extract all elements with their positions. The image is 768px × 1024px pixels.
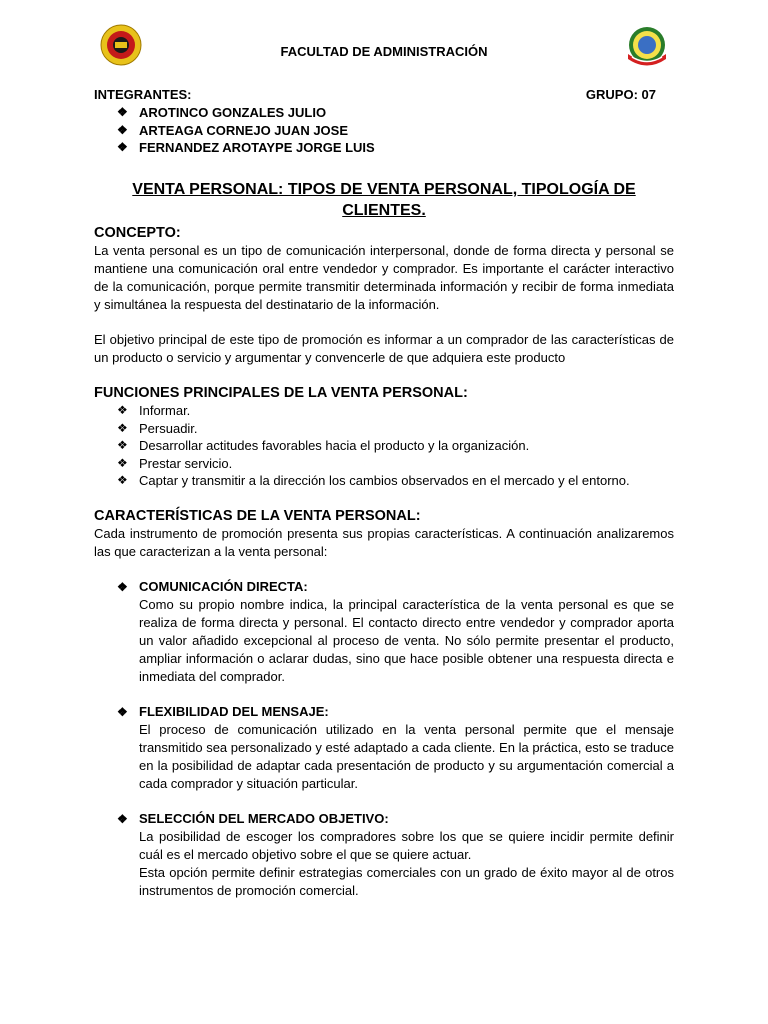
- document-body: [94, 224, 674, 900]
- feature-paragraph: La posibilidad de escoger los compradores sobre los que se quiere incidir permite definir cuál es el mercado objetivo sobre el que se quiere actuar.: [139, 828, 674, 862]
- list-item-text: Persuadir.: [139, 420, 198, 436]
- diamond-bullet-icon: ❖: [117, 455, 128, 470]
- list-item-text: Informar.: [139, 403, 191, 418]
- funciones-heading: FUNCIONES PRINCIPALES DE LA VENTA PERSONAL:: [94, 385, 468, 401]
- feature-heading: [117, 578, 674, 596]
- feature-title: FLEXIBILIDAD DEL MENSAJE:: [139, 703, 329, 719]
- diamond-bullet-icon: ❖: [117, 704, 128, 719]
- feature-heading: [117, 810, 674, 828]
- document-title: VENTA PERSONAL: TIPOS DE VENTA PERSONAL, TIPOLOGÍA DE CLIENTES.: [132, 181, 636, 219]
- feature-block: [117, 703, 674, 793]
- member-item: [117, 122, 375, 140]
- faculty-title: FACULTAD DE ADMINISTRACIÓN: [280, 44, 488, 59]
- diamond-bullet-icon: ❖: [117, 403, 128, 417]
- member-name: AROTINCO GONZALES JULIO: [139, 105, 327, 120]
- list-item-text: Prestar servicio.: [139, 455, 233, 471]
- concepto-paragraph: El objetivo principal de este tipo de promoción es informar a un comprador de las características de un producto o servicio y argumentar y convencerle de que adquiera este producto: [94, 332, 674, 365]
- caracteristicas-heading: CARACTERÍSTICAS DE LA VENTA PERSONAL:: [94, 507, 421, 524]
- diamond-bullet-icon: ❖: [117, 473, 128, 488]
- feature-block: [117, 578, 674, 686]
- diamond-bullet-icon: ❖: [117, 420, 128, 435]
- list-item: [117, 420, 674, 438]
- diamond-bullet-icon: ❖: [117, 105, 128, 119]
- diamond-bullet-icon: ❖: [117, 140, 128, 154]
- list-item-text: Captar y transmitir a la dirección los cambios observados en el mercado y el entorno.: [139, 473, 630, 489]
- integrantes-row: [94, 87, 656, 102]
- feature-block: [117, 810, 674, 900]
- feature-paragraph: Esta opción permite definir estrategias comerciales con un grado de éxito mayor al de otros instrumentos de promoción comercial.: [139, 864, 674, 898]
- member-name: ARTEAGA CORNEJO JUAN JOSE: [139, 122, 348, 138]
- list-item-text: Desarrollar actitudes favorables hacia el producto y la organización.: [139, 438, 530, 454]
- diamond-bullet-icon: ❖: [117, 579, 128, 594]
- diamond-bullet-icon: ❖: [117, 438, 128, 453]
- diamond-bullet-icon: ❖: [117, 811, 128, 826]
- member-item: [117, 139, 375, 157]
- diamond-bullet-icon: ❖: [117, 122, 128, 137]
- funciones-list: [117, 402, 674, 490]
- list-item: [117, 455, 674, 473]
- feature-paragraph: El proceso de comunicación utilizado en la venta personal permite que el mensaje transmitido sea personalizado y esté adaptado a cada cliente. En la práctica, esto se traduce en la posibilidad de adaptar cada presentación de producto y su argumentación comercial a cada comprador y situación particular.: [139, 721, 674, 791]
- feature-heading: [117, 703, 674, 721]
- list-item: [117, 472, 674, 490]
- group-number: GRUPO: 07: [585, 87, 656, 102]
- feature-title: COMUNICACIÓN DIRECTA:: [139, 578, 308, 594]
- integrantes-label: INTEGRANTES:: [94, 87, 192, 102]
- members-list: [117, 104, 375, 157]
- concepto-paragraph: La venta personal es un tipo de comunicación interpersonal, donde de forma directa y personal se mantiene una comunicación oral entre vendedor y comprador. Es importante el carácter interactivo de la comunicación, porque permite transmitir determinada información y recibir de forma inmediata y simultánea la respuesta del destinatario de la información.: [94, 243, 674, 312]
- member-item: [117, 104, 375, 122]
- concepto-heading: CONCEPTO:: [94, 225, 181, 241]
- member-name: FERNANDEZ AROTAYPE JORGE LUIS: [139, 140, 375, 155]
- feature-paragraph: Como su propio nombre indica, la principal característica de la venta personal es que se realiza de forma directa y personal. El contacto directo entre vendedor y comprador aporta un valor añadido excepcional al proceso de venta. No sólo permite presentar el producto, ampliar información o aclarar dudas, sino que hace posible obtener una respuesta directa e inmediata del comprador.: [139, 596, 674, 684]
- feature-title: SELECCIÓN DEL MERCADO OBJETIVO:: [139, 810, 389, 826]
- list-item: [117, 402, 674, 420]
- caracteristicas-intro: Cada instrumento de promoción presenta sus propias características. A continuación analizaremos las que caracterizan a la venta personal:: [94, 525, 674, 559]
- list-item: [117, 437, 674, 455]
